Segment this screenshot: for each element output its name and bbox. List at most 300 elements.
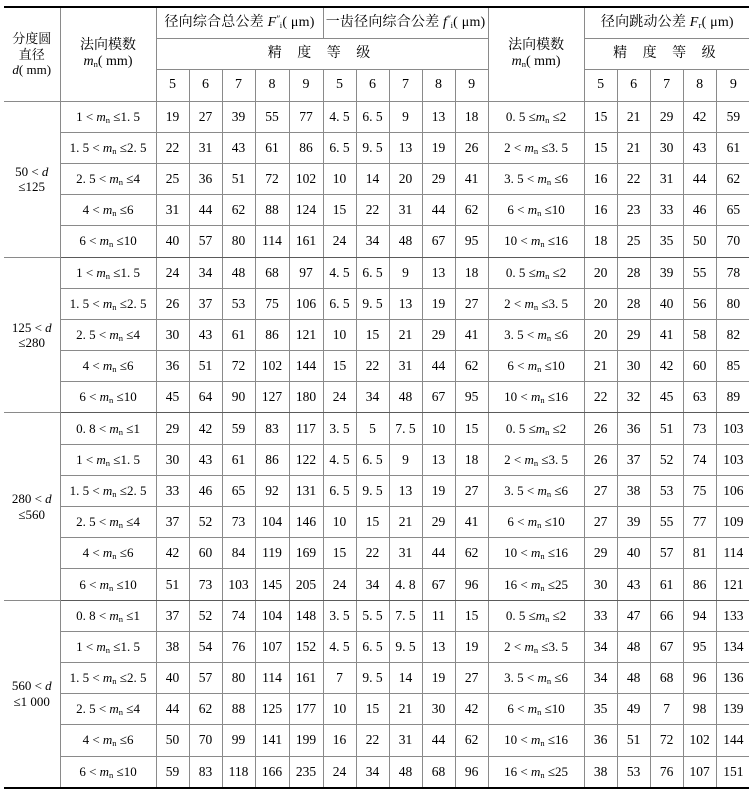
module-range-left: $1 < m_n \le 1$. 5 [60, 257, 156, 288]
value-Fr-grade-9: 70 [716, 226, 749, 257]
value-fi-grade-5: 15 [323, 351, 356, 382]
value-Fi-grade-9: 148 [289, 600, 323, 631]
value-fi-grade-9: 27 [455, 475, 488, 506]
value-Fr-grade-9: 80 [716, 288, 749, 319]
value-Fi-grade-7: 61 [222, 444, 255, 475]
value-Fi-grade-5: 30 [156, 319, 189, 350]
value-Fi-grade-9: 205 [289, 569, 323, 600]
value-Fi-grade-5: 33 [156, 475, 189, 506]
grade-column-header-fi-6: 6 [356, 70, 389, 101]
grade-column-header-Fi-6: 6 [189, 70, 222, 101]
module-range-left: 1. $5 < m_n \le 2$. 5 [60, 288, 156, 319]
diameter-range-cell: 560 < d ≤1 000 [4, 600, 60, 788]
value-fi-grade-9: 96 [455, 569, 488, 600]
module-range-right: $10 < m_n \le 16$ [488, 226, 584, 257]
value-Fi-grade-7: 53 [222, 288, 255, 319]
value-Fr-grade-5: 26 [584, 413, 617, 444]
value-Fr-grade-7: 39 [650, 257, 683, 288]
value-Fr-grade-9: 65 [716, 195, 749, 226]
value-fi-grade-5: 10 [323, 319, 356, 350]
value-Fi-grade-5: 25 [156, 163, 189, 194]
value-fi-grade-8: 29 [422, 507, 455, 538]
value-fi-grade-8: 19 [422, 132, 455, 163]
value-Fi-grade-8: 68 [255, 257, 289, 288]
value-Fr-grade-5: 26 [584, 444, 617, 475]
value-Fr-grade-8: 42 [683, 101, 716, 132]
value-Fr-grade-7: 31 [650, 163, 683, 194]
value-Fr-grade-6: 21 [617, 101, 650, 132]
table-row [4, 756, 749, 788]
value-fi-grade-6: 6. 5 [356, 257, 389, 288]
value-fi-grade-5: 3. 5 [323, 600, 356, 631]
module-range-left: 2. $5 < m_n \le 4$ [60, 507, 156, 538]
value-Fr-grade-8: 95 [683, 631, 716, 662]
value-Fr-grade-5: 15 [584, 132, 617, 163]
value-Fr-grade-9: 133 [716, 600, 749, 631]
value-fi-grade-9: 15 [455, 600, 488, 631]
value-Fr-grade-6: 47 [617, 600, 650, 631]
value-fi-grade-5: 10 [323, 507, 356, 538]
value-Fi-grade-5: 22 [156, 132, 189, 163]
value-fi-grade-9: 27 [455, 662, 488, 693]
value-Fr-grade-8: 58 [683, 319, 716, 350]
value-fi-grade-7: 31 [389, 725, 422, 756]
value-Fi-grade-9: 144 [289, 351, 323, 382]
value-fi-grade-6: 22 [356, 195, 389, 226]
grade-column-header-fi-5: 5 [323, 70, 356, 101]
value-Fr-grade-7: 76 [650, 756, 683, 788]
gear-tolerance-table [4, 6, 749, 789]
value-Fr-grade-9: 59 [716, 101, 749, 132]
value-Fr-grade-8: 77 [683, 507, 716, 538]
value-Fr-grade-5: 38 [584, 756, 617, 788]
value-Fr-grade-6: 48 [617, 662, 650, 693]
value-Fr-grade-8: 44 [683, 163, 716, 194]
value-fi-grade-9: 62 [455, 351, 488, 382]
module-range-left: $6 < m_n \le 10$ [60, 756, 156, 788]
value-Fr-grade-8: 86 [683, 569, 716, 600]
value-Fr-grade-7: 41 [650, 319, 683, 350]
value-Fi-grade-9: 102 [289, 163, 323, 194]
value-fi-grade-8: 13 [422, 631, 455, 662]
table-row [4, 631, 749, 662]
module-range-left: $4 < m_n \le 6$ [60, 351, 156, 382]
table-row [4, 351, 749, 382]
value-Fr-grade-7: 35 [650, 226, 683, 257]
value-Fi-grade-8: 127 [255, 382, 289, 413]
value-fi-grade-7: 13 [389, 288, 422, 319]
grade-column-header-Fr-9: 9 [716, 70, 749, 101]
header-row-titles [4, 7, 749, 39]
value-Fi-grade-6: 36 [189, 163, 222, 194]
value-fi-grade-5: 24 [323, 569, 356, 600]
value-fi-grade-9: 41 [455, 163, 488, 194]
value-Fr-grade-9: 89 [716, 382, 749, 413]
value-Fr-grade-8: 74 [683, 444, 716, 475]
value-fi-grade-6: 34 [356, 382, 389, 413]
value-Fi-grade-7: 99 [222, 725, 255, 756]
diameter-range-cell: 280 < d ≤560 [4, 413, 60, 600]
value-Fr-grade-8: 43 [683, 132, 716, 163]
value-fi-grade-5: 4. 5 [323, 101, 356, 132]
value-fi-grade-5: 7 [323, 662, 356, 693]
value-Fr-grade-8: 96 [683, 662, 716, 693]
module-range-right: $2 < m_n \le 3$. 5 [488, 444, 584, 475]
value-Fr-grade-7: 33 [650, 195, 683, 226]
value-Fr-grade-8: 56 [683, 288, 716, 319]
value-Fr-grade-7: 7 [650, 694, 683, 725]
group-header-radial-composite-total-tolerance: 径向综合总公差 $F''_i$( μm) [156, 7, 323, 39]
value-Fi-grade-7: 74 [222, 600, 255, 631]
value-fi-grade-9: 62 [455, 195, 488, 226]
value-fi-grade-5: 10 [323, 694, 356, 725]
value-Fi-grade-5: 31 [156, 195, 189, 226]
value-Fr-grade-7: 42 [650, 351, 683, 382]
table-row [4, 725, 749, 756]
value-Fi-grade-5: 59 [156, 756, 189, 788]
value-fi-grade-5: 4. 5 [323, 444, 356, 475]
grade-band-label-right: 精 度 等 级 [584, 39, 749, 70]
value-fi-grade-9: 62 [455, 538, 488, 569]
value-Fi-grade-9: 122 [289, 444, 323, 475]
table-row [4, 319, 749, 350]
value-Fi-grade-7: 84 [222, 538, 255, 569]
table-body [4, 7, 749, 788]
value-Fr-grade-6: 32 [617, 382, 650, 413]
value-fi-grade-6: 22 [356, 538, 389, 569]
value-Fi-grade-6: 42 [189, 413, 222, 444]
module-range-left: 0. $8 < m_n \le 1$ [60, 413, 156, 444]
table-row [4, 382, 749, 413]
value-Fr-grade-9: 134 [716, 631, 749, 662]
value-Fi-grade-9: 124 [289, 195, 323, 226]
value-Fr-grade-8: 60 [683, 351, 716, 382]
value-Fr-grade-6: 43 [617, 569, 650, 600]
value-Fr-grade-7: 55 [650, 507, 683, 538]
table-row [4, 600, 749, 631]
value-Fr-grade-8: 73 [683, 413, 716, 444]
value-fi-grade-7: 7. 5 [389, 413, 422, 444]
value-fi-grade-8: 44 [422, 195, 455, 226]
value-fi-grade-5: 6. 5 [323, 288, 356, 319]
group-header-radial-runout-tolerance: 径向跳动公差 $F_r$( μm) [584, 7, 749, 39]
grade-column-header-fi-9: 9 [455, 70, 488, 101]
value-Fi-grade-6: 54 [189, 631, 222, 662]
module-range-left: $1 < m_n \le 1$. 5 [60, 631, 156, 662]
value-Fr-grade-5: 16 [584, 163, 617, 194]
value-Fi-grade-8: 114 [255, 662, 289, 693]
module-range-right: $2 < m_n \le 3$. 5 [488, 288, 584, 319]
grade-column-header-Fi-5: 5 [156, 70, 189, 101]
value-Fi-grade-8: 61 [255, 132, 289, 163]
table-row [4, 288, 749, 319]
value-fi-grade-6: 9. 5 [356, 132, 389, 163]
value-fi-grade-7: 4. 8 [389, 569, 422, 600]
table-row [4, 662, 749, 693]
value-Fi-grade-7: 103 [222, 569, 255, 600]
value-Fi-grade-5: 42 [156, 538, 189, 569]
module-range-right: $16 < m_n \le 25$ [488, 756, 584, 788]
module-range-right: 3. $5 < m_n \le 6$ [488, 475, 584, 506]
value-Fi-grade-9: 97 [289, 257, 323, 288]
value-fi-grade-5: 6. 5 [323, 132, 356, 163]
value-fi-grade-5: 6. 5 [323, 475, 356, 506]
value-Fr-grade-6: 36 [617, 413, 650, 444]
value-Fr-grade-9: 85 [716, 351, 749, 382]
value-Fi-grade-8: 86 [255, 444, 289, 475]
value-fi-grade-8: 19 [422, 475, 455, 506]
table-row [4, 507, 749, 538]
value-Fi-grade-8: 119 [255, 538, 289, 569]
value-fi-grade-5: 3. 5 [323, 413, 356, 444]
value-Fr-grade-8: 102 [683, 725, 716, 756]
module-range-right: $2 < m_n \le 3$. 5 [488, 631, 584, 662]
value-fi-grade-7: 48 [389, 382, 422, 413]
value-Fr-grade-5: 22 [584, 382, 617, 413]
module-range-left: 1. $5 < m_n \le 2$. 5 [60, 132, 156, 163]
value-fi-grade-5: 16 [323, 725, 356, 756]
module-range-left: 0. $8 < m_n \le 1$ [60, 600, 156, 631]
value-Fr-grade-6: 30 [617, 351, 650, 382]
module-range-right: 3. $5 < m_n \le 6$ [488, 319, 584, 350]
value-Fi-grade-5: 40 [156, 226, 189, 257]
value-Fr-grade-9: 78 [716, 257, 749, 288]
value-Fr-grade-7: 51 [650, 413, 683, 444]
value-fi-grade-7: 21 [389, 694, 422, 725]
module-range-left: $6 < m_n \le 10$ [60, 226, 156, 257]
value-Fr-grade-5: 27 [584, 475, 617, 506]
value-Fi-grade-6: 83 [189, 756, 222, 788]
value-Fi-grade-8: 88 [255, 195, 289, 226]
value-fi-grade-7: 9 [389, 101, 422, 132]
value-fi-grade-6: 6. 5 [356, 101, 389, 132]
value-fi-grade-8: 44 [422, 351, 455, 382]
value-Fi-grade-7: 118 [222, 756, 255, 788]
value-fi-grade-8: 29 [422, 163, 455, 194]
value-fi-grade-7: 9 [389, 444, 422, 475]
module-range-right: $16 < m_n \le 25$ [488, 569, 584, 600]
value-Fr-grade-5: 20 [584, 288, 617, 319]
value-Fi-grade-7: 76 [222, 631, 255, 662]
value-fi-grade-5: 15 [323, 195, 356, 226]
value-Fi-grade-9: 117 [289, 413, 323, 444]
value-fi-grade-8: 30 [422, 694, 455, 725]
value-Fi-grade-5: 24 [156, 257, 189, 288]
value-fi-grade-6: 34 [356, 756, 389, 788]
value-Fr-grade-7: 67 [650, 631, 683, 662]
value-Fr-grade-5: 16 [584, 195, 617, 226]
table-row [4, 257, 749, 288]
module-range-left: $6 < m_n \le 10$ [60, 569, 156, 600]
table-row [4, 569, 749, 600]
value-Fr-grade-8: 107 [683, 756, 716, 788]
value-Fi-grade-9: 146 [289, 507, 323, 538]
value-fi-grade-9: 95 [455, 226, 488, 257]
value-Fr-grade-7: 72 [650, 725, 683, 756]
value-Fi-grade-5: 50 [156, 725, 189, 756]
table-row [4, 163, 749, 194]
value-fi-grade-9: 15 [455, 413, 488, 444]
value-Fi-grade-8: 114 [255, 226, 289, 257]
value-Fi-grade-6: 52 [189, 600, 222, 631]
value-fi-grade-9: 41 [455, 319, 488, 350]
value-fi-grade-5: 4. 5 [323, 631, 356, 662]
value-Fr-grade-9: 106 [716, 475, 749, 506]
module-range-left: $6 < m_n \le 10$ [60, 382, 156, 413]
value-Fi-grade-8: 145 [255, 569, 289, 600]
value-Fi-grade-8: 107 [255, 631, 289, 662]
value-fi-grade-8: 10 [422, 413, 455, 444]
value-Fi-grade-5: 40 [156, 662, 189, 693]
value-Fi-grade-7: 90 [222, 382, 255, 413]
value-Fr-grade-6: 25 [617, 226, 650, 257]
value-Fi-grade-9: 235 [289, 756, 323, 788]
value-Fr-grade-5: 34 [584, 662, 617, 693]
diameter-range-cell: 125 < d ≤280 [4, 257, 60, 413]
value-Fi-grade-5: 38 [156, 631, 189, 662]
value-Fi-grade-8: 125 [255, 694, 289, 725]
grade-column-header-fi-7: 7 [389, 70, 422, 101]
value-fi-grade-6: 9. 5 [356, 475, 389, 506]
value-Fi-grade-8: 55 [255, 101, 289, 132]
value-Fr-grade-5: 30 [584, 569, 617, 600]
value-Fi-grade-5: 45 [156, 382, 189, 413]
value-Fr-grade-9: 144 [716, 725, 749, 756]
value-Fi-grade-9: 199 [289, 725, 323, 756]
value-fi-grade-6: 15 [356, 319, 389, 350]
value-Fr-grade-9: 103 [716, 444, 749, 475]
module-range-right: $10 < m_n \le 16$ [488, 382, 584, 413]
grade-column-header-Fr-8: 8 [683, 70, 716, 101]
value-Fi-grade-7: 43 [222, 132, 255, 163]
value-Fi-grade-6: 57 [189, 662, 222, 693]
value-Fi-grade-6: 60 [189, 538, 222, 569]
module-range-right: $6 < m_n \le 10$ [488, 694, 584, 725]
value-Fr-grade-6: 28 [617, 288, 650, 319]
value-fi-grade-7: 13 [389, 475, 422, 506]
value-Fr-grade-8: 46 [683, 195, 716, 226]
value-Fr-grade-6: 48 [617, 631, 650, 662]
value-Fi-grade-7: 62 [222, 195, 255, 226]
value-Fr-grade-7: 66 [650, 600, 683, 631]
module-range-left: 1. $5 < m_n \le 2$. 5 [60, 662, 156, 693]
value-fi-grade-8: 13 [422, 257, 455, 288]
value-Fi-grade-8: 141 [255, 725, 289, 756]
grade-column-header-Fr-6: 6 [617, 70, 650, 101]
module-range-right: 0. $5 \le m_n \le 2$ [488, 600, 584, 631]
value-Fi-grade-5: 29 [156, 413, 189, 444]
value-Fi-grade-7: 39 [222, 101, 255, 132]
value-fi-grade-5: 15 [323, 538, 356, 569]
value-Fr-grade-7: 57 [650, 538, 683, 569]
value-fi-grade-7: 48 [389, 756, 422, 788]
value-Fi-grade-9: 169 [289, 538, 323, 569]
value-Fr-grade-9: 136 [716, 662, 749, 693]
value-Fi-grade-7: 61 [222, 319, 255, 350]
value-Fi-grade-5: 37 [156, 600, 189, 631]
value-Fr-grade-6: 51 [617, 725, 650, 756]
value-fi-grade-8: 19 [422, 288, 455, 319]
value-Fr-grade-7: 61 [650, 569, 683, 600]
value-Fr-grade-8: 75 [683, 475, 716, 506]
grade-band-label-left: 精 度 等 级 [156, 39, 488, 70]
value-fi-grade-8: 44 [422, 538, 455, 569]
value-Fr-grade-7: 45 [650, 382, 683, 413]
value-Fi-grade-7: 72 [222, 351, 255, 382]
value-Fr-grade-6: 49 [617, 694, 650, 725]
module-range-right: $6 < m_n \le 10$ [488, 351, 584, 382]
value-Fi-grade-5: 26 [156, 288, 189, 319]
value-Fr-grade-6: 38 [617, 475, 650, 506]
value-Fi-grade-7: 65 [222, 475, 255, 506]
table-row [4, 226, 749, 257]
value-Fr-grade-9: 121 [716, 569, 749, 600]
value-fi-grade-8: 44 [422, 725, 455, 756]
value-Fr-grade-5: 20 [584, 319, 617, 350]
value-Fr-grade-8: 55 [683, 257, 716, 288]
value-Fi-grade-9: 161 [289, 662, 323, 693]
value-Fi-grade-6: 43 [189, 444, 222, 475]
table-row [4, 132, 749, 163]
value-fi-grade-7: 31 [389, 351, 422, 382]
value-fi-grade-8: 67 [422, 382, 455, 413]
value-Fr-grade-7: 40 [650, 288, 683, 319]
value-fi-grade-8: 68 [422, 756, 455, 788]
value-Fi-grade-8: 75 [255, 288, 289, 319]
column-header-pitch-diameter: 分度圆 直径 d( mm) [4, 7, 60, 101]
value-Fi-grade-9: 152 [289, 631, 323, 662]
value-Fr-grade-8: 63 [683, 382, 716, 413]
module-range-left: 2. $5 < m_n \le 4$ [60, 319, 156, 350]
value-fi-grade-6: 15 [356, 507, 389, 538]
value-fi-grade-8: 13 [422, 444, 455, 475]
value-Fi-grade-6: 70 [189, 725, 222, 756]
module-range-right: $10 < m_n \le 16$ [488, 725, 584, 756]
value-Fi-grade-6: 64 [189, 382, 222, 413]
value-fi-grade-8: 29 [422, 319, 455, 350]
value-Fr-grade-8: 98 [683, 694, 716, 725]
value-Fi-grade-5: 44 [156, 694, 189, 725]
value-fi-grade-7: 21 [389, 507, 422, 538]
module-range-left: 2. $5 < m_n \le 4$ [60, 163, 156, 194]
value-fi-grade-9: 42 [455, 694, 488, 725]
table-row [4, 694, 749, 725]
value-Fi-grade-8: 166 [255, 756, 289, 788]
value-fi-grade-9: 18 [455, 257, 488, 288]
value-Fr-grade-5: 21 [584, 351, 617, 382]
value-fi-grade-9: 41 [455, 507, 488, 538]
table-row [4, 195, 749, 226]
value-Fi-grade-6: 44 [189, 195, 222, 226]
value-fi-grade-6: 6. 5 [356, 631, 389, 662]
value-Fi-grade-6: 52 [189, 507, 222, 538]
value-Fi-grade-6: 46 [189, 475, 222, 506]
value-fi-grade-5: 24 [323, 756, 356, 788]
value-Fi-grade-6: 73 [189, 569, 222, 600]
value-Fr-grade-6: 40 [617, 538, 650, 569]
value-Fi-grade-8: 104 [255, 507, 289, 538]
value-Fr-grade-5: 20 [584, 257, 617, 288]
module-range-right: $10 < m_n \le 16$ [488, 538, 584, 569]
value-Fr-grade-9: 114 [716, 538, 749, 569]
value-Fr-grade-5: 29 [584, 538, 617, 569]
value-Fi-grade-7: 48 [222, 257, 255, 288]
value-fi-grade-5: 24 [323, 226, 356, 257]
value-Fr-grade-9: 61 [716, 132, 749, 163]
value-Fr-grade-9: 103 [716, 413, 749, 444]
value-Fr-grade-7: 68 [650, 662, 683, 693]
value-fi-grade-8: 13 [422, 101, 455, 132]
